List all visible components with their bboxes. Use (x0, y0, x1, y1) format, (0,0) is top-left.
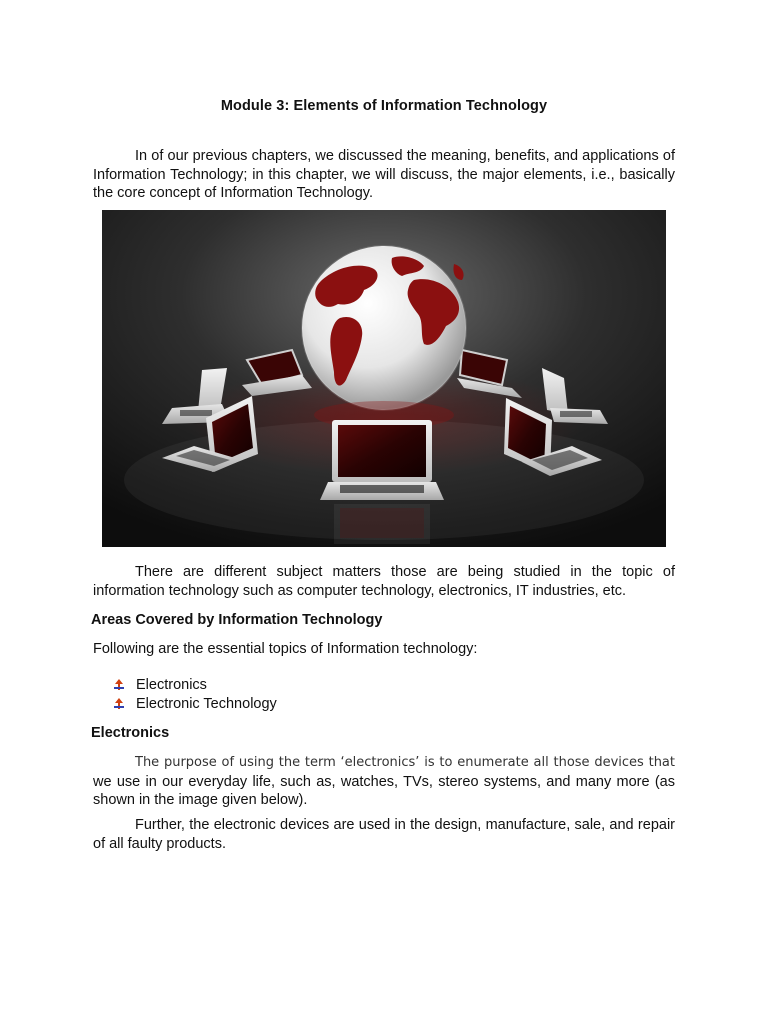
laptop-front-center (320, 420, 444, 500)
arrow-bullet-icon (112, 697, 126, 711)
topics-list (112, 676, 277, 713)
arrow-bullet-icon (112, 678, 126, 692)
list-item (112, 695, 277, 714)
electronics-heading: Electronics (91, 725, 170, 741)
following-text: Following are the essential topics of Information technology: (93, 641, 478, 657)
globe-laptops-image (102, 210, 666, 547)
globe (302, 246, 466, 410)
purpose-rest: we use in our everyday life, such as, watches, TVs, stereo systems, and many more (as shown in the image given below). (93, 773, 675, 808)
list-item (112, 676, 277, 695)
page-title: Module 3: Elements of Information Technology (220, 98, 548, 114)
purpose-lead: The purpose of using the term ‘electronics’ is to enumerate all those devices that (135, 755, 675, 770)
topic-label: Electronics (136, 677, 207, 694)
further-paragraph: Further, the electronic devices are used in the design, manufacture, sale, and repair of all faulty products. (93, 817, 675, 852)
intro-paragraph: In of our previous chapters, we discussed the meaning, benefits, and applications of Information Technology; in this chapter, we will discuss, the major elements, i.e., basically the core concept of Information Technology. (93, 148, 675, 201)
subject-paragraph: There are different subject matters those are being studied in the topic of information technology such as computer technology, electronics, IT industries, etc. (93, 564, 675, 599)
purpose-paragraph (93, 753, 675, 810)
areas-heading: Areas Covered by Information Technology (91, 612, 383, 628)
topic-label: Electronic Technology (136, 695, 277, 712)
